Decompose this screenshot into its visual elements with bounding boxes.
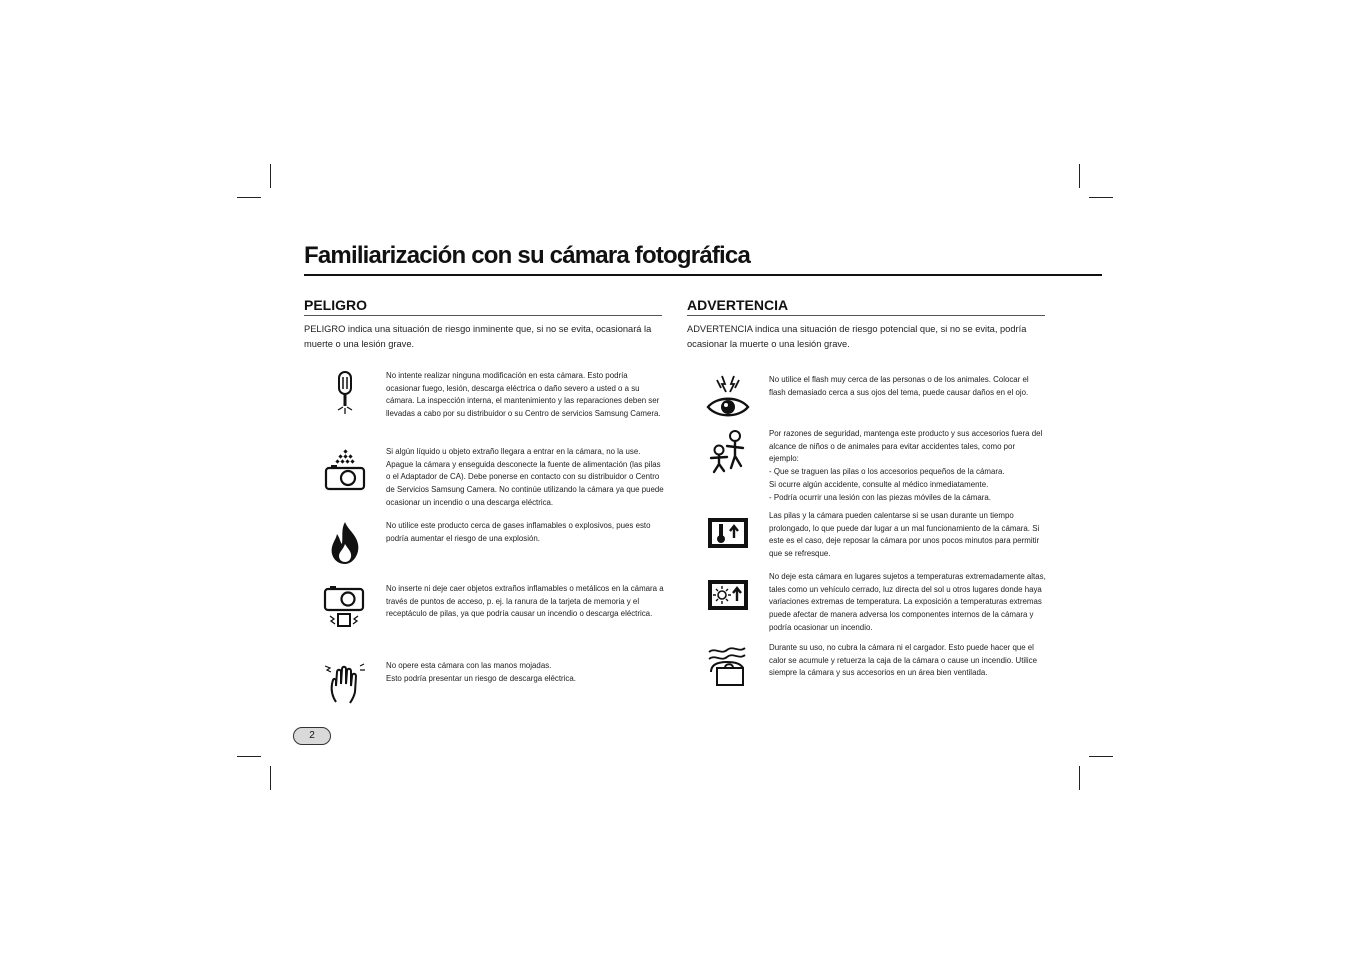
page-title: Familiarización con su cámara fotográfica	[304, 240, 1102, 276]
danger-item-text: No inserte ni deje caer objetos extraños inflamables o metálicos en la cámara a través de puntos de acceso, p. ej. la ranura de la tarjeta de memoria y el receptáculo de pilas, ya que podría causar un incendio o descarga eléctrica.	[386, 584, 664, 619]
danger-item-foreign-objects	[322, 583, 664, 629]
danger-item-text: No intente realizar ninguna modificación en esta cámara. Esto podría ocasionar fuego, lesión, descarga eléctrica o daño severo a usted o a su cámara. La inspección interna, el mantenimiento y las reparaciones deben ser llevadas a cabo por su distribuidor o su Centro de servicios Samsung Camera.	[386, 371, 661, 419]
children-icon	[705, 428, 751, 474]
danger-item-liquid	[322, 446, 664, 510]
screwdriver-icon	[322, 370, 368, 416]
warning-item-text: No deje esta cámara en lugares sujetos a temperaturas extremadamente altas, tales como un vehículo cerrado, luz directa del sol u otros lugares donde haya variaciones extremas de temperatura. La exposición a temperaturas extremas puede afectar de manera adversa los componentes internos de la cámara y podría ocasionar un incendio.	[769, 572, 1046, 632]
warning-heading: ADVERTENCIA	[687, 296, 1045, 316]
camera-slot-icon	[322, 583, 368, 629]
crop-mark	[1079, 766, 1080, 790]
flame-icon	[322, 520, 368, 566]
sun-temperature-icon	[705, 571, 751, 617]
warning-item-heat	[705, 510, 1047, 561]
danger-description: PELIGRO indica una situación de riesgo inminente que, si no se evita, ocasionará la muerte o una lesión grave.	[304, 324, 652, 349]
wet-hand-icon	[322, 660, 368, 706]
danger-item-text: Si algún líquido u objeto extraño llegara a entrar en la cámara, no la use. Apague la cámara y enseguida desconecte la fuente de alimentación (las pilas o el Adaptador de CA). Debe ponerse en contacto con su distribuidor o Centro de Servicios Samsung Camera. No continúe utilizando la cámara ya que puede ocasionar un incendio o una descarga eléctrica.	[386, 447, 664, 507]
covered-camera-icon	[705, 642, 751, 688]
danger-heading: PELIGRO	[304, 296, 662, 316]
warning-item-text: Por razones de seguridad, mantenga este producto y sus accesorios fuera del alcance de niños o de animales para evitar accidentes tales, como por ejemplo: - Que se traguen las pilas o los accesorios pequeños de la cámara. Si ocurre algún accidente, consulte al médico inmediatamente. - Podría ocurrir una lesión con las piezas móviles de la cámara.	[769, 429, 1043, 502]
danger-section	[304, 296, 664, 683]
danger-item-text: No utilice este producto cerca de gases inflamables o explosivos, pues esto podría aumentar el riesgo de una explosión.	[386, 521, 651, 543]
warning-item-text: Las pilas y la cámara pueden calentarse si se usan durante un tiempo prolongado, lo que puede dar lugar a un mal funcionamiento de la cámara. Si este es el caso, deje reposar la cámara por unos pocos minutos para permitir que se refresque.	[769, 511, 1040, 559]
liquid-camera-icon	[322, 446, 368, 492]
crop-mark	[237, 197, 261, 198]
danger-item-modification	[322, 370, 664, 421]
warning-item-text: Durante su uso, no cubra la cámara ni el cargador. Esto puede hacer que el calor se acumule y retuerza la caja de la cámara o cause un incendio. Utilice siempre la cámara y sus accesorios en un área bien ventilada.	[769, 643, 1037, 678]
page-number-badge: 2	[293, 727, 331, 745]
crop-mark	[1089, 756, 1113, 757]
danger-item-text: No opere esta cámara con las manos mojadas. Esto podría presentar un riesgo de descarga eléctrica.	[386, 661, 576, 683]
crop-mark	[237, 756, 261, 757]
thermometer-icon	[705, 510, 751, 556]
warning-item-extreme-temperature	[705, 571, 1047, 635]
warning-description: ADVERTENCIA indica una situación de riesgo potencial que, si no se evita, podría ocasionar la muerte o una lesión grave.	[687, 324, 1027, 349]
warning-item-text: No utilice el flash muy cerca de las personas o de los animales. Colocar el flash demasiado cerca a sus ojos del tema, puede causar daños en el ojo.	[769, 375, 1029, 397]
crop-mark	[1089, 197, 1113, 198]
warning-item-flash	[705, 374, 1047, 420]
danger-item-wet-hands	[322, 660, 664, 706]
crop-mark	[270, 766, 271, 790]
crop-mark	[270, 164, 271, 188]
warning-item-ventilation	[705, 642, 1047, 688]
warning-section	[687, 296, 1046, 678]
warning-item-children	[705, 428, 1047, 504]
crop-mark	[1079, 164, 1080, 188]
flash-eye-icon	[705, 374, 751, 420]
danger-item-explosive	[322, 520, 664, 566]
